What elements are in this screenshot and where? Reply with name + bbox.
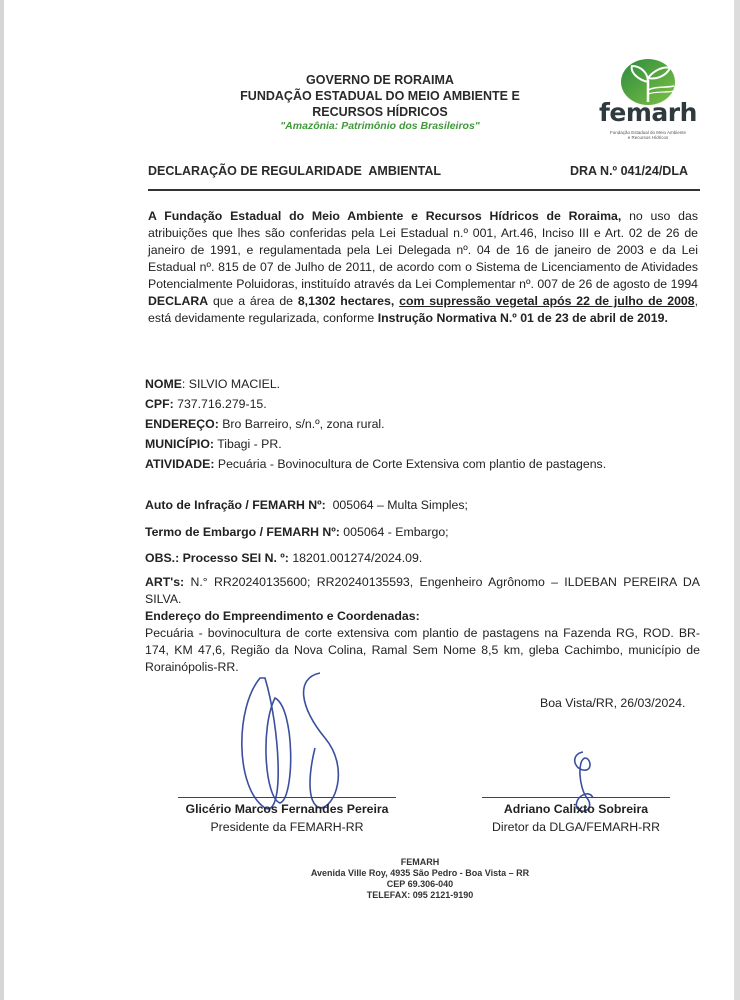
field-termo-embargo: Termo de Embargo / FEMARH Nº: 005064 - Embargo; [145,524,449,539]
document-title: DECLARAÇÃO DE REGULARIDADE AMBIENTAL [148,164,442,178]
issuer-name: A Fundação Estadual do Meio Ambiente e Recursos Hídricos de Roraima, [148,209,622,223]
address-heading: Endereço do Empreendimento e Coordenadas: [145,609,420,623]
area-value: 8,1302 hectares, [297,294,395,308]
logo-wordmark: femarh [599,98,697,127]
arts-section [145,574,700,676]
header-motto: "Amazônia: Patrimônio dos Brasileiros" [280,120,480,132]
address-text: Pecuária - bovinocultura de corte extensiva com plantio de pastagens na Fazenda RG, ROD. BR-174, KM 47,6, Região da Nova Colina, Ramal Sem Nome 8,5 km, gleba Cachimbo, município de Rorainópolis-RR. [145,626,700,674]
footer-address: Avenida Ville Roy, 4935 São Pedro - Boa Vista – RR [310,868,530,878]
header-foundation-cont: RECURSOS HÍDRICOS [312,105,448,119]
field-auto-infracao: Auto de Infração / FEMARH Nº: 005064 – Multa Simples; [145,498,468,512]
field-arts: ART's: N.° RR20240135600; RR20240135593, Engenheiro Agrônomo – ILDEBAN PEREIRA DA SILVA. [145,575,700,606]
field-cpf: CPF: 737.716.279-15. [145,397,267,411]
letterhead [220,72,540,133]
declara-keyword: DECLARA [148,294,209,308]
field-nome: NOME: SILVIO MACIEL. [145,377,281,391]
footer-contact [280,857,560,901]
signer-role: Diretor da DLGA/FEMARH-RR [491,820,661,834]
signature-line [482,797,670,798]
header-foundation: FUNDAÇÃO ESTADUAL DO MEIO AMBIENTE E [240,89,520,103]
field-municipio: MUNICÍPIO: Tibagi - PR. [145,437,282,451]
signature-line [178,797,396,798]
page-edge-left [0,0,4,1000]
document-title-row [148,164,700,191]
femarh-logo [598,58,698,148]
footer-org: FEMARH [400,857,440,867]
normative-instruction: Instrução Normativa N.º 01 de 23 de abril de 2019. [377,311,668,325]
infraction-fields [145,492,705,572]
field-obs-processo: OBS.: Processo SEI N. º: 18201.001274/2024.09. [145,551,423,565]
signature-block-president [178,797,396,836]
declaration-paragraph: A Fundação Estadual do Meio Ambiente e Recursos Hídricos de Roraima, no uso das atribuições que lhes são conferidas pela Lei Estadual n.º 001, Art.46, Inciso III e Art. 02 de 26 de janeiro de 1991, e regulamentada pela Lei Delegada nº. 04 de 16 de janeiro de 2003 e da Lei Estadual nº. 815 de 07 de Julho de 2011, de acordo com o Sistema de Licenciamento de Atividades Potencialmente Poluidoras, instituído através da Lei Complementar nº. 007 de 26 de agosto de 1994 DECLARA que a área de 8,1302 hectares, com supressão vegetal após 22 de julho de 2008, está devidamente regularizada, conforme Instrução Normativa N.º 01 de 23 de abril de 2019. [148,209,699,325]
signature-block-director [482,797,670,836]
footer-phone: TELEFAX: 095 2121-9190 [366,890,474,900]
footer-cep: CEP 69.306-040 [386,879,454,889]
suppression-clause: com supressão vegetal após 22 de julho de 2008 [399,294,695,308]
signer-name: Adriano Calixto Sobreira [503,802,649,816]
logo-subtitle: Fundação Estadual do Meio Ambiente e Recursos Hídricos [609,130,687,140]
header-government: GOVERNO DE RORAIMA [306,73,454,87]
field-endereco: ENDEREÇO: Bro Barreiro, s/n.º, zona rural. [145,417,385,431]
holder-fields [145,374,705,474]
page-edge-right [734,0,740,1000]
document-number: DRA N.º 041/24/DLA [569,164,688,178]
signer-role: Presidente da FEMARH-RR [210,820,364,834]
signer-name: Glicério Marcos Fernandes Pereira [185,802,389,816]
issue-date: Boa Vista/RR, 26/03/2024. [540,696,686,710]
signature-scribble-1-icon [225,668,355,818]
field-atividade: ATIVIDADE: Pecuária - Bovinocultura de Corte Extensiva com plantio de pastagens. [145,457,607,471]
